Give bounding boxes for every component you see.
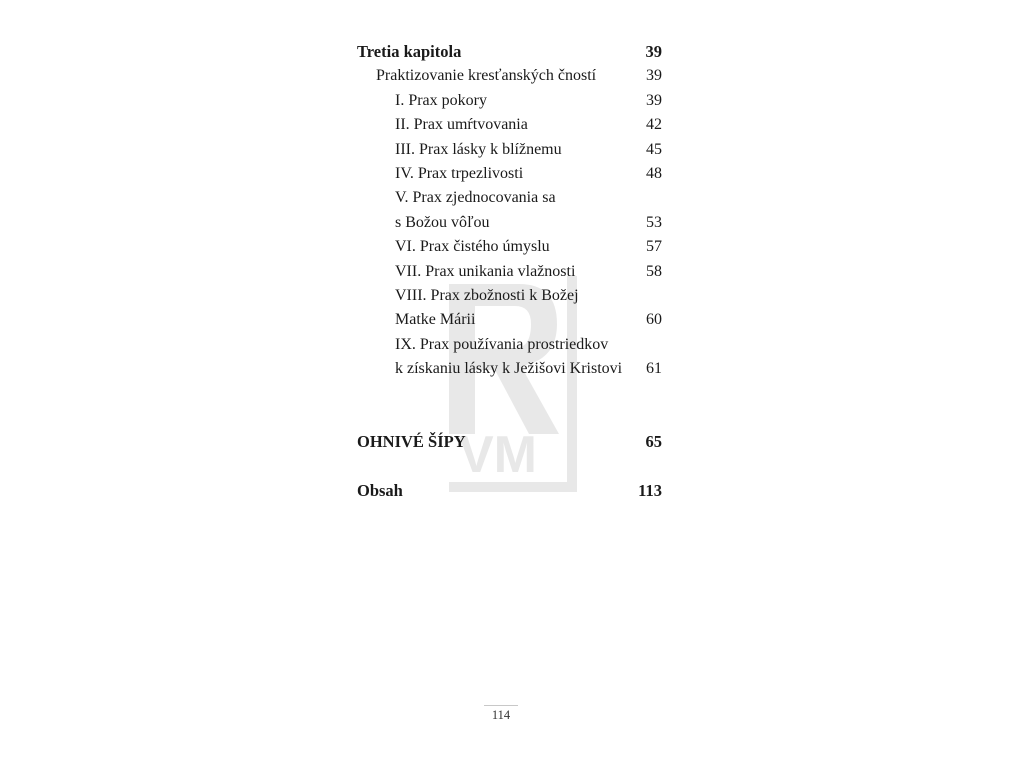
toc-entry-page: 45	[646, 140, 662, 158]
toc-entry-item[interactable]	[357, 308, 662, 332]
toc-entry-item[interactable]	[357, 89, 662, 113]
page-number: 114	[491, 708, 511, 722]
toc-entry-page: 60	[646, 311, 662, 329]
toc-entry-ohnive-sipy[interactable]	[357, 430, 662, 454]
toc-entry-chapter[interactable]	[357, 40, 662, 64]
toc-entry-title: III. Prax lásky k blížnemu	[395, 140, 562, 158]
toc-entry-obsah[interactable]	[357, 479, 662, 503]
toc-entry-title: Matke Márii	[395, 311, 476, 329]
toc-entry-page: 39	[645, 42, 662, 61]
toc-entry-title: II. Prax umŕtvovania	[395, 116, 528, 134]
toc-entry-page: 57	[646, 238, 662, 256]
toc-entry-item[interactable]	[357, 284, 662, 308]
toc-entry-item[interactable]	[357, 260, 662, 284]
toc-entry-page: 58	[646, 262, 662, 280]
toc-entry-item[interactable]	[357, 235, 662, 259]
toc-entry-section[interactable]	[357, 64, 662, 88]
table-of-contents	[357, 40, 662, 504]
footer-divider	[484, 705, 518, 706]
toc-entry-title: I. Prax pokory	[395, 91, 487, 109]
toc-entry-item[interactable]	[357, 162, 662, 186]
toc-entry-page: 53	[646, 213, 662, 231]
toc-entry-page: 113	[638, 481, 662, 501]
toc-entry-item[interactable]	[357, 333, 662, 357]
toc-entry-item[interactable]	[357, 138, 662, 162]
toc-entry-title: OHNIVÉ ŠÍPY	[357, 432, 466, 452]
spacer	[357, 381, 662, 430]
toc-entry-title: k získaniu lásky k Ježišovi Kristovi	[395, 360, 623, 378]
toc-entry-title: VII. Prax unikania vlažnosti	[395, 262, 576, 280]
toc-entry-title: Tretia kapitola	[357, 42, 462, 61]
toc-entry-page: 61	[646, 360, 662, 378]
toc-entry-page: 39	[646, 91, 662, 109]
toc-entry-page: 48	[646, 164, 662, 182]
toc-entry-item[interactable]	[357, 186, 662, 210]
toc-entry-title: IV. Prax trpezlivosti	[395, 164, 524, 182]
toc-entry-title: V. Prax zjednocovania sa	[395, 189, 556, 207]
toc-entry-page: 39	[646, 67, 662, 85]
toc-entry-title: VIII. Prax zbožnosti k Božej	[395, 286, 579, 304]
toc-entry-page: 42	[646, 116, 662, 134]
toc-entry-item[interactable]	[357, 113, 662, 137]
toc-entry-title: Obsah	[357, 481, 403, 501]
toc-entry-title: IX. Prax používania prostriedkov	[395, 335, 609, 353]
toc-entry-page: 65	[645, 432, 662, 452]
toc-entry-item[interactable]	[357, 211, 662, 235]
toc-entry-title: Praktizovanie kresťanských čností	[376, 67, 597, 85]
toc-entry-title: s Božou vôľou	[395, 213, 490, 231]
watermark-text: VM	[459, 426, 537, 484]
toc-entry-item[interactable]	[357, 357, 662, 381]
toc-entry-title: VI. Prax čistého úmyslu	[395, 238, 550, 256]
spacer	[357, 455, 662, 479]
